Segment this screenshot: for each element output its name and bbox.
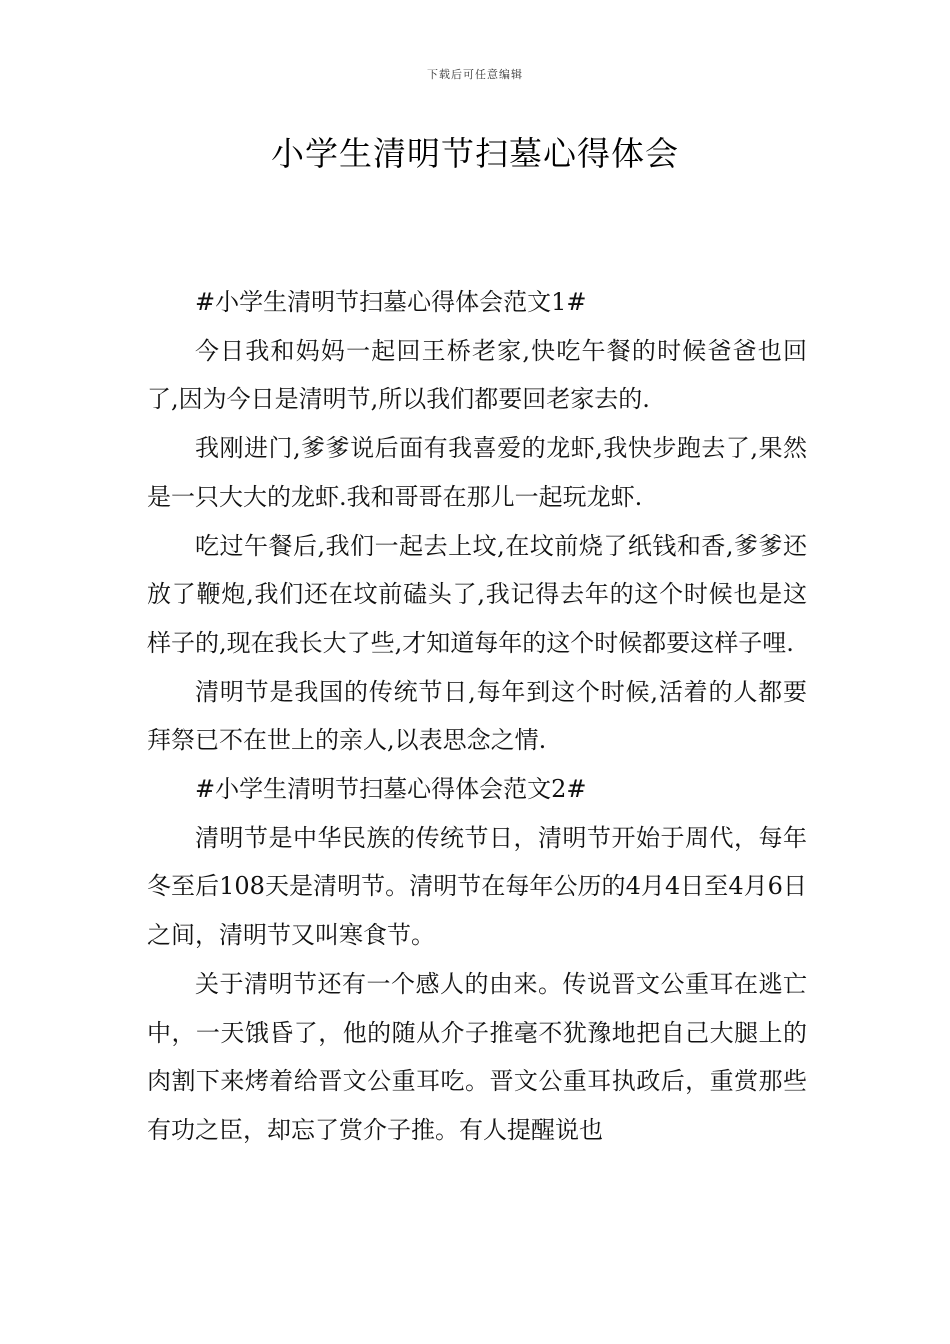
section-heading-2: #小学生清明节扫墓心得体会范文2# [195, 775, 587, 804]
paragraph: 清明节是中华民族的传统节日，清明节开始于周代，每年冬至后108天是清明节。清明节在每年公历的4月4日至4月6日之间，清明节又叫寒食节。 [147, 823, 807, 950]
paragraph: 清明节是我国的传统节日,每年到这个时候,活着的人都要拜祭已不在世上的亲人,以表思念之情. [147, 677, 807, 755]
paragraph: 我刚进门,爹爹说后面有我喜爱的龙虾,我快步跑去了,果然是一只大大的龙虾.我和哥哥在那儿一起玩龙虾. [147, 434, 807, 511]
paragraph: 吃过午餐后,我们一起去上坟,在坟前烧了纸钱和香,爹爹还放了鞭炮,我们还在坟前磕头了,我记得去年的这个时候也是这样子的,现在我长大了些,才知道每年的这个时候都要这样子哩. [147, 531, 807, 657]
document-title: 小学生清明节扫墓心得体会 [271, 134, 679, 173]
paragraph: 关于清明节还有一个感人的由来。传说晋文公重耳在逃亡中，一天饿昏了，他的随从介子推毫不犹豫地把自己大腿上的肉割下来烤着给晋文公重耳吃。晋文公重耳执政后，重赏那些有功之臣，却忘了赏介子推。有人提醒说也 [147, 969, 807, 1144]
document-body [147, 278, 807, 1155]
paragraph: 今日我和妈妈一起回王桥老家,快吃午餐的时候爸爸也回了,因为今日是清明节,所以我们都要回老家去的. [147, 336, 807, 414]
page-header-note: 下载后可任意编辑 [427, 68, 523, 81]
section-heading-1: #小学生清明节扫墓心得体会范文1# [195, 288, 587, 316]
